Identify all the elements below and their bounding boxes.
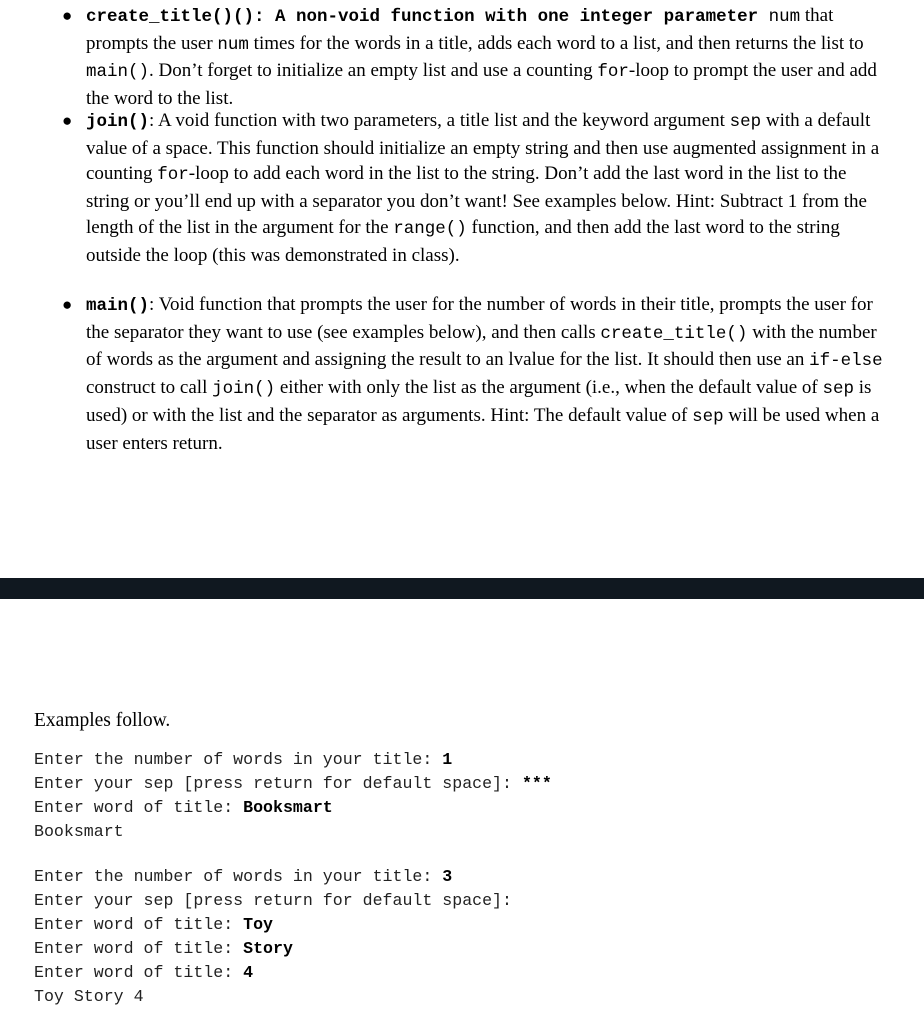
desc-text: . Don’t forget to initialize an empty list and use a counting xyxy=(149,60,598,82)
desc-text: will be used when a user enters return. xyxy=(86,404,880,454)
prompt-text: Enter word of title: xyxy=(34,939,244,958)
code-term: for xyxy=(597,62,629,83)
terminal-line xyxy=(34,913,512,937)
function-name: main() xyxy=(86,296,150,316)
desc-text: -loop to prompt the user and add the word to the list. xyxy=(86,60,877,110)
function-name: create_title() xyxy=(86,7,234,27)
desc-text: either with only the list as the argument (i.e., when the default value of xyxy=(275,377,823,399)
desc-text: is used) or with the list and the separator as arguments. Hint: The default value of xyxy=(86,377,872,426)
example-1-terminal xyxy=(34,748,552,844)
bullet-icon: ● xyxy=(62,111,73,130)
user-input: 4 xyxy=(243,963,254,982)
desc-text: : A void function with two parameters, a title list and the keyword argument xyxy=(149,110,730,131)
code-term: create_title() xyxy=(600,323,748,344)
prompt-text: Enter the number of words in your title: xyxy=(34,867,443,886)
terminal-line xyxy=(34,889,512,913)
code-term: sep xyxy=(692,406,724,427)
code-term: num xyxy=(768,7,801,27)
code-term: range() xyxy=(393,218,467,239)
prompt-text: Enter your sep [press return for default space]: xyxy=(34,891,512,910)
code-term: for xyxy=(157,165,189,186)
prompt-text: Enter word of title: xyxy=(34,798,244,817)
terminal-line xyxy=(34,865,512,889)
user-input: Booksmart xyxy=(243,798,333,817)
terminal-output: Booksmart xyxy=(34,822,124,841)
user-input: Toy xyxy=(243,915,273,934)
code-term: sep xyxy=(822,379,854,400)
function-name: join() xyxy=(86,112,150,132)
user-input: *** xyxy=(521,774,552,793)
desc-text: function, and then add the last word to the string outside the loop (this was demonstrated in class). xyxy=(86,216,840,266)
prompt-text: Enter word of title: xyxy=(34,963,244,982)
desc-text: with the number of words as the argument and assigning the result to an lvalue for the list. It should then use an xyxy=(86,321,877,371)
prompt-text: Enter the number of words in your title: xyxy=(34,750,443,769)
section-divider xyxy=(0,578,924,599)
terminal-line xyxy=(34,961,512,985)
spec-item-main xyxy=(62,292,886,456)
desc-text: times for the words in a title, adds each word to a list, and then returns the list to xyxy=(248,32,864,54)
code-term: num xyxy=(217,34,249,55)
bullet-icon: ● xyxy=(62,295,73,314)
code-term: sep xyxy=(729,112,762,132)
terminal-output: Toy Story 4 xyxy=(34,987,144,1006)
spec-item-create-title xyxy=(62,3,886,112)
desc-text: with a default value of a space. This function should initialize an empty string and then use augmented assignment in a counting xyxy=(86,110,880,185)
example-2-terminal xyxy=(34,865,512,1009)
desc-text: (): A non-void function with one integer parameter xyxy=(233,7,769,27)
terminal-line xyxy=(34,748,552,772)
terminal-line xyxy=(34,772,552,796)
spec-item-join xyxy=(62,108,886,268)
terminal-line xyxy=(34,796,552,820)
code-term: main() xyxy=(86,62,150,83)
user-input: Story xyxy=(243,939,293,958)
prompt-text: Enter your sep [press return for default space]: xyxy=(34,774,522,793)
desc-text: -loop to add each word in the list to the string. Don’t add the last word in the list to the string or you’ll end up with a separator you don’t want! See examples below. Hint: Subtract 1 from the length of the list in the argument for the xyxy=(86,163,867,238)
desc-text: that prompts the user xyxy=(86,5,834,54)
prompt-text: Enter word of title: xyxy=(34,915,244,934)
code-term: join() xyxy=(212,379,276,400)
bullet-icon: ● xyxy=(62,6,73,25)
user-input: 1 xyxy=(442,750,453,769)
desc-text: construct to call xyxy=(86,377,213,399)
examples-heading: Examples follow. xyxy=(34,710,171,731)
code-term: if-else xyxy=(809,351,883,372)
desc-text: : Void function that prompts the user for the number of words in their title, prompts the user for the separator they want to use (see examples below), and then calls xyxy=(86,294,873,343)
user-input: 3 xyxy=(442,867,453,886)
terminal-line xyxy=(34,937,512,961)
